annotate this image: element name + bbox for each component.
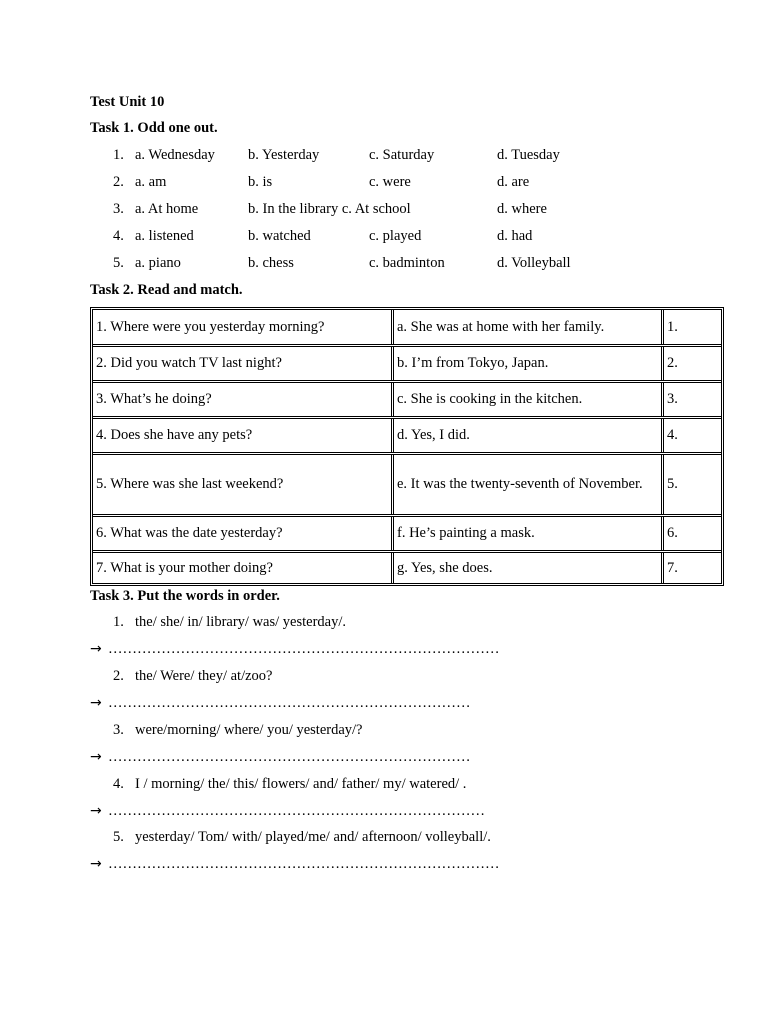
question-cell: 4. Does she have any pets? — [93, 419, 394, 452]
task1-heading: Task 1. Odd one out. — [90, 120, 218, 136]
option-d: d. had — [497, 228, 533, 244]
task1-item — [0, 228, 768, 248]
answer-cell: b. I’m from Tokyo, Japan. — [394, 347, 664, 380]
answer-slot-cell: 6. — [667, 525, 678, 541]
scrambled-words: I / morning/ the/ this/ flowers/ and/ father/ my/ watered/ . — [135, 776, 467, 792]
task1-item — [0, 255, 768, 275]
option-b: b. In the library c. At school — [248, 201, 411, 217]
answer-line[interactable]: ……………………………………………………………………… — [108, 641, 500, 657]
option-b: b. chess — [248, 255, 294, 271]
answer-line[interactable]: ………………………………………………………………… — [108, 695, 471, 711]
task1-item — [0, 174, 768, 194]
answer-cell: f. He’s painting a mask. — [394, 517, 664, 550]
option-c: c. Saturday — [369, 147, 435, 163]
answer-line[interactable]: ………………………………………………………………… — [108, 749, 471, 765]
answer-cell: e. It was the twenty-seventh of November. — [394, 455, 664, 514]
arrow-right-icon: → — [90, 856, 102, 872]
item-number: 3. — [113, 201, 124, 217]
question-cell: 1. Where were you yesterday morning? — [93, 310, 394, 344]
answer-cell: a. She was at home with her family. — [394, 310, 664, 344]
answer-line[interactable]: …………………………………………………………………… — [108, 803, 485, 819]
scrambled-words: the/ she/ in/ library/ was/ yesterday/. — [135, 614, 347, 630]
option-c: c. played — [369, 228, 422, 244]
item-number: 3. — [113, 722, 124, 738]
answer-cell: g. Yes, she does. — [394, 553, 664, 583]
question-cell: 2. Did you watch TV last night? — [93, 347, 394, 380]
scrambled-words: yesterday/ Tom/ with/ played/me/ and/ afternoon/ volleyball/. — [135, 829, 491, 845]
option-b: b. watched — [248, 228, 311, 244]
table-row — [93, 347, 721, 383]
answer-slot-cell: 5. — [667, 476, 678, 492]
question-cell: 5. Where was she last weekend? — [93, 455, 394, 514]
arrow-right-icon: → — [90, 803, 102, 819]
option-c: c. were — [369, 174, 411, 190]
answer-slot-cell: 4. — [667, 427, 678, 443]
option-a: a. piano — [135, 255, 181, 271]
option-a: a. listened — [135, 228, 194, 244]
item-number: 5. — [113, 829, 124, 845]
option-d: d. where — [497, 201, 547, 217]
arrow-right-icon: → — [90, 641, 102, 657]
answer-slot-cell: 3. — [667, 391, 678, 407]
option-c: c. badminton — [369, 255, 445, 271]
match-table — [90, 307, 724, 586]
task2-heading: Task 2. Read and match. — [90, 282, 243, 298]
answer-slot-cell: 7. — [667, 559, 678, 576]
option-d: d. Tuesday — [497, 147, 560, 163]
question-cell: 3. What’s he doing? — [93, 383, 394, 416]
question-cell: 7. What is your mother doing? — [93, 553, 394, 583]
option-b: b. Yesterday — [248, 147, 320, 163]
scrambled-words: the/ Were/ they/ at/zoo? — [135, 668, 273, 684]
table-row — [93, 310, 721, 347]
option-d: d. are — [497, 174, 530, 190]
answer-slot-cell: 1. — [667, 318, 678, 335]
option-b: b. is — [248, 174, 273, 190]
scrambled-words: were/morning/ where/ you/ yesterday/? — [135, 722, 363, 738]
question-cell: 6. What was the date yesterday? — [93, 517, 394, 550]
answer-slot-cell: 2. — [667, 355, 678, 371]
item-number: 4. — [113, 228, 124, 244]
page-title: Test Unit 10 — [90, 94, 165, 110]
item-number: 1. — [113, 614, 124, 630]
option-a: a. At home — [135, 201, 199, 217]
option-a: a. am — [135, 174, 167, 190]
table-row — [93, 517, 721, 553]
option-a: a. Wednesday — [135, 147, 215, 163]
item-number: 4. — [113, 776, 124, 792]
task1-item — [0, 201, 768, 221]
table-row — [93, 455, 721, 517]
task3-heading: Task 3. Put the words in order. — [90, 588, 280, 604]
item-number: 2. — [113, 668, 124, 684]
item-number: 5. — [113, 255, 124, 271]
arrow-right-icon: → — [90, 695, 102, 711]
arrow-right-icon: → — [90, 749, 102, 765]
item-number: 1. — [113, 147, 124, 163]
item-number: 2. — [113, 174, 124, 190]
task1-item — [0, 147, 768, 167]
answer-cell: c. She is cooking in the kitchen. — [394, 383, 664, 416]
table-row — [93, 553, 721, 583]
option-d: d. Volleyball — [497, 255, 571, 271]
table-row — [93, 383, 721, 419]
table-row — [93, 419, 721, 455]
answer-cell: d. Yes, I did. — [394, 419, 664, 452]
answer-line[interactable]: ……………………………………………………………………… — [108, 856, 500, 872]
